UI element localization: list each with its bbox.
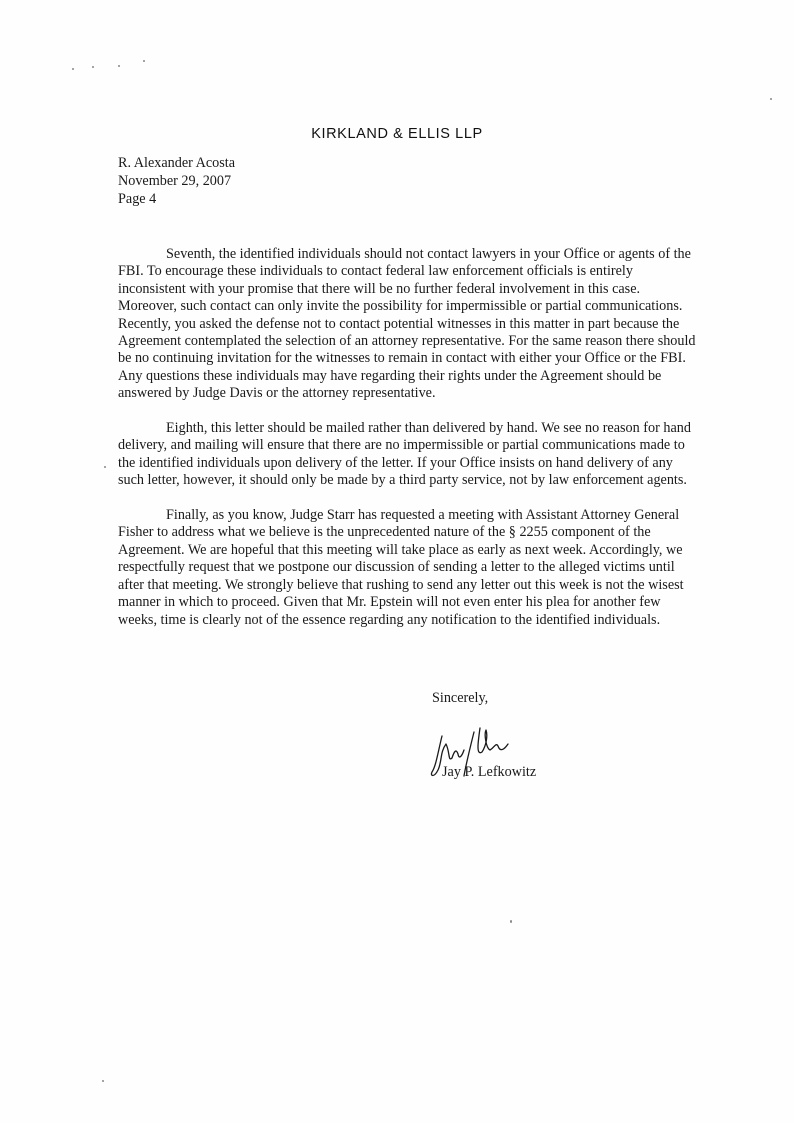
scan-speck	[510, 920, 512, 923]
letter-body	[118, 246, 700, 646]
scan-speck	[102, 1080, 104, 1082]
paragraph-seventh: Seventh, the identified individuals should not contact lawyers in your Office or agents of the FBI. To encourage these individuals to contact federal law enforcement officials is entirely inconsistent with your promise that there will be no further federal involvement in this case. Moreover, such contact can only invite the possibility for impermissible or partial communications. Recently, you asked the defense not to contact potential witnesses in this matter in part because the Agreement contemplated the selection of an attorney representative. For the same reason there should be no continuing invitation for the witnesses to remain in contact with either your Office or the FBI. Any questions these individuals may have regarding their rights under the Agreement should be answered by Judge Davis or the attorney representative.	[118, 246, 696, 402]
letter-date: November 29, 2007	[118, 173, 232, 189]
addressee-name: R. Alexander Acosta	[118, 155, 236, 171]
scan-speck	[770, 98, 772, 100]
scan-speck	[118, 65, 120, 67]
scan-speck	[92, 66, 94, 68]
paragraph-eighth: Eighth, this letter should be mailed rather than delivered by hand. We see no reason for hand delivery, and mailing will ensure that there are no impermissible or partial communications made to the identified individuals upon delivery of the letter. If your Office insists on hand delivery of any such letter, however, it should only be made by a third party service, not by law enforcement agents.	[118, 420, 691, 489]
page-number: Page 4	[118, 191, 157, 207]
closing-salutation: Sincerely,	[432, 690, 489, 706]
scan-speck	[104, 466, 106, 468]
addressee-block	[118, 154, 235, 208]
scan-speck	[143, 60, 145, 62]
paragraph-finally: Finally, as you know, Judge Starr has requested a meeting with Assistant Attorney General Fisher to address what we believe is the unprecedented nature of the § 2255 component of the Agreement. We are hopeful that this meeting will take place as early as next week. Accordingly, we respectfully request that we postpone our discussion of sending a letter to the alleged victims until after that meeting. We strongly believe that rushing to send any letter out this week is not the wisest manner in which to proceed. Given that Mr. Epstein will not even enter his plea for another few weeks, time is clearly not of the essence regarding any notification to the identified individuals.	[118, 507, 684, 628]
firm-letterhead: KIRKLAND & ELLIS LLP	[311, 126, 483, 142]
signer-name: Jay P. Lefkowitz	[442, 764, 537, 780]
scan-speck	[72, 68, 74, 70]
